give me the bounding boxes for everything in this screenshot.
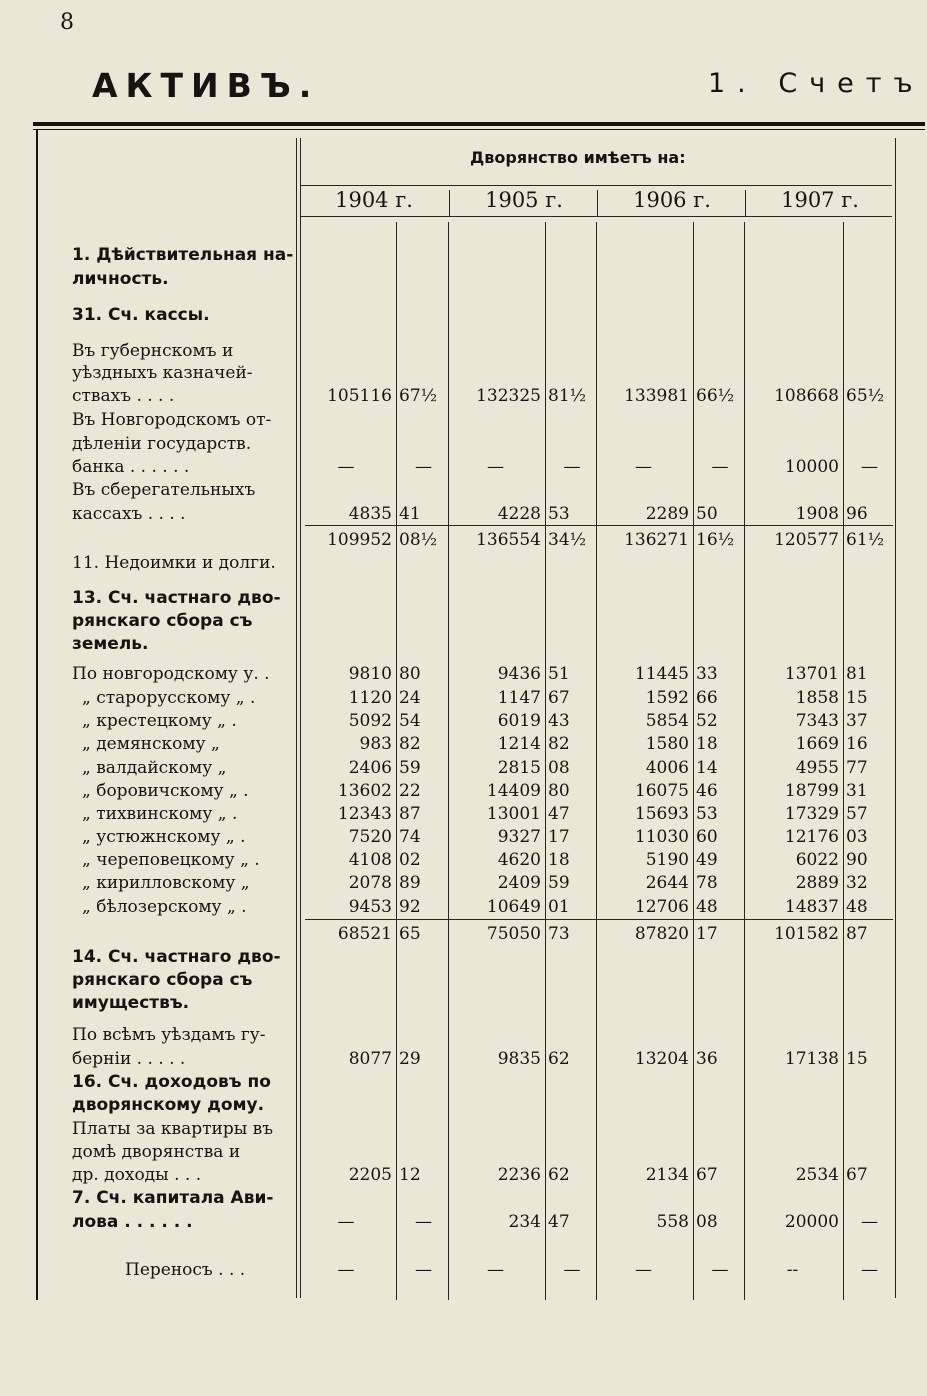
rubles-value: 9810: [348, 664, 392, 684]
kopecks-value: 77: [846, 758, 868, 778]
kopecks-value: 37: [846, 711, 868, 731]
kopecks-value: 12: [399, 1165, 421, 1185]
kopecks-value: 54: [399, 711, 421, 731]
rubles-value: 13204: [634, 1049, 689, 1069]
rubles-value: 5854: [645, 711, 689, 731]
rubles-value: 9436: [497, 664, 541, 684]
rubles-value: 68521: [337, 924, 392, 944]
row-heading: земель.: [72, 634, 149, 654]
kopecks-value: 87: [846, 924, 868, 944]
kopecks-value: 24: [399, 688, 421, 708]
kopecks-value: 53: [548, 504, 570, 524]
dash-mark: --: [786, 1260, 799, 1280]
kopecks-value: 34½: [548, 530, 587, 550]
subtotal-rule: [305, 525, 893, 526]
row-label: „ демянскому „: [82, 734, 220, 754]
rubles-value: 12706: [634, 897, 689, 917]
rubles-value: 4620: [497, 850, 541, 870]
kopecks-value: 62: [548, 1049, 570, 1069]
kopecks-value: 53: [696, 804, 718, 824]
row-heading: Въ губернскомъ и: [72, 341, 234, 361]
rubles-value: 234: [508, 1212, 541, 1232]
rubles-value: 1908: [795, 504, 839, 524]
dash-mark: —: [487, 1260, 504, 1280]
account-header: 1. Счетъ: [708, 68, 925, 99]
kopecks-value: 62: [548, 1165, 570, 1185]
rubles-value: 13001: [486, 804, 541, 824]
rubles-value: 11030: [634, 827, 689, 847]
row-heading: 7. Сч. капитала Ави-: [72, 1188, 274, 1208]
kopecks-value: 81½: [548, 386, 587, 406]
row-label: „ валдайскому „: [82, 758, 227, 778]
row-heading: 13. Сч. частнаго дво-: [72, 588, 281, 608]
page-title: АКТИВЪ.: [92, 66, 320, 105]
rubles-value: 2889: [795, 873, 839, 893]
rubles-value: 12176: [784, 827, 839, 847]
dash-mark: —: [563, 1260, 581, 1280]
kopecks-value: 08: [696, 1212, 718, 1232]
rubles-value: 132325: [476, 386, 541, 406]
row-label: „ старорусскому „ .: [82, 688, 256, 708]
kopecks-value: 49: [696, 850, 718, 870]
dash-mark: —: [635, 457, 652, 477]
kopecks-value: 46: [696, 781, 718, 801]
rubles-value: 1580: [645, 734, 689, 754]
dash-mark: —: [711, 1260, 729, 1280]
kopecks-value: 15: [846, 688, 868, 708]
rubles-value: 101582: [774, 924, 839, 944]
rubles-value: 136554: [476, 530, 541, 550]
rubles-value: 4108: [348, 850, 392, 870]
row-label: др. доходы . . .: [72, 1165, 202, 1185]
kopecks-value: 89: [399, 873, 421, 893]
kopecks-value: 74: [399, 827, 421, 847]
rubles-value: 16075: [634, 781, 689, 801]
kopecks-value: 32: [846, 873, 868, 893]
rubles-value: 2815: [497, 758, 541, 778]
kopecks-value: 57: [846, 804, 868, 824]
rubles-value: 13701: [784, 664, 839, 684]
year-separator: [745, 190, 746, 216]
rubles-value: 11445: [634, 664, 689, 684]
kopecks-value: 16½: [696, 530, 735, 550]
kopecks-value: 67: [696, 1165, 718, 1185]
rubles-value: 136271: [624, 530, 689, 550]
rubles-value: 14837: [784, 897, 839, 917]
rubles-kopecks-divider: [396, 222, 397, 1300]
row-label: „ тихвинскому „ .: [82, 804, 238, 824]
dash-mark: —: [337, 457, 355, 477]
kopecks-value: 66: [696, 688, 718, 708]
row-label: банка . . . . . .: [72, 457, 190, 477]
right-frame-line: [895, 138, 896, 1298]
kopecks-value: 43: [548, 711, 570, 731]
dash-mark: —: [861, 1260, 878, 1280]
kopecks-value: 66½: [696, 386, 735, 406]
rubles-kopecks-divider: [693, 222, 694, 1300]
kopecks-value: 65: [399, 924, 421, 944]
kopecks-value: 02: [399, 850, 421, 870]
kopecks-value: 87: [399, 804, 421, 824]
rubles-value: 105116: [327, 386, 392, 406]
kopecks-value: 17: [696, 924, 718, 944]
year-header: 1904 г.: [335, 188, 413, 212]
kopecks-value: 90: [846, 850, 868, 870]
rubles-value: 1120: [348, 688, 392, 708]
rubles-value: 12343: [337, 804, 392, 824]
dash-mark: —: [487, 457, 504, 477]
rubles-value: 6019: [497, 711, 541, 731]
kopecks-value: 82: [548, 734, 570, 754]
kopecks-value: 60: [696, 827, 718, 847]
rubles-value: 9327: [497, 827, 541, 847]
rubles-value: 558: [656, 1212, 689, 1232]
rubles-value: 5092: [348, 711, 392, 731]
kopecks-value: 61½: [846, 530, 885, 550]
row-label: Переносъ . . .: [125, 1260, 246, 1280]
dash-mark: —: [337, 1260, 355, 1280]
row-label: По новгородскому у. .: [72, 664, 270, 684]
rubles-value: 2644: [645, 873, 689, 893]
row-heading: домѣ дворянства и: [72, 1142, 241, 1162]
row-label: берніи . . . . .: [72, 1049, 186, 1069]
rubles-value: 4955: [795, 758, 839, 778]
kopecks-value: 17: [548, 827, 570, 847]
row-heading: рянскаго сбора съ: [72, 970, 253, 990]
kopecks-value: 80: [399, 664, 421, 684]
rubles-kopecks-divider: [843, 222, 844, 1300]
rubles-value: 2205: [348, 1165, 392, 1185]
rubles-value: 15693: [634, 804, 689, 824]
rubles-value: 109952: [327, 530, 392, 550]
dash-mark: —: [415, 457, 432, 477]
row-label: „ устюжнскому „ .: [82, 827, 246, 847]
rubles-value: 10000: [784, 457, 839, 477]
rubles-value: 108668: [774, 386, 839, 406]
row-heading: Въ сберегательныхъ: [72, 480, 256, 500]
row-label: „ кирилловскому „: [82, 873, 250, 893]
rubles-value: 4006: [645, 758, 689, 778]
kopecks-value: 96: [846, 504, 868, 524]
kopecks-value: 48: [846, 897, 868, 917]
kopecks-value: 67½: [399, 386, 438, 406]
row-label: кассахъ . . . .: [72, 504, 186, 524]
row-label: лова . . . . . .: [72, 1212, 193, 1232]
kopecks-value: 16: [846, 734, 868, 754]
kopecks-value: 65½: [846, 386, 885, 406]
kopecks-value: 50: [696, 504, 718, 524]
dash-mark: —: [635, 1260, 652, 1280]
kopecks-value: 08: [548, 758, 570, 778]
rubles-value: 7520: [348, 827, 392, 847]
row-label: „ боровичскому „ .: [82, 781, 249, 801]
row-heading: рянскаго сбора съ: [72, 611, 253, 631]
kopecks-value: 18: [696, 734, 718, 754]
rubles-value: 983: [359, 734, 392, 754]
rubles-value: 9453: [348, 897, 392, 917]
kopecks-value: 33: [696, 664, 718, 684]
rubles-value: 9835: [497, 1049, 541, 1069]
top-rule: [33, 122, 925, 126]
rubles-value: 1147: [497, 688, 541, 708]
kopecks-value: 67: [846, 1165, 868, 1185]
dash-mark: —: [711, 457, 729, 477]
year-column-divider: [448, 222, 449, 1300]
rubles-value: 2534: [795, 1165, 839, 1185]
row-heading: 14. Сч. частнаго дво-: [72, 947, 281, 967]
kopecks-value: 03: [846, 827, 868, 847]
kopecks-value: 15: [846, 1049, 868, 1069]
rubles-kopecks-divider: [545, 222, 546, 1300]
page-number: 8: [60, 10, 74, 35]
row-label: „ бѣлозерскому „ .: [82, 897, 247, 917]
rubles-value: 1214: [497, 734, 541, 754]
kopecks-value: 78: [696, 873, 718, 893]
kopecks-value: 01: [548, 897, 570, 917]
year-rule: [300, 216, 892, 217]
top-rule-thin: [33, 129, 925, 130]
rubles-value: 7343: [795, 711, 839, 731]
year-separator: [449, 190, 450, 216]
dash-mark: —: [415, 1212, 432, 1232]
dash-mark: —: [861, 1212, 878, 1232]
dash-mark: —: [337, 1212, 355, 1232]
kopecks-value: 47: [548, 1212, 570, 1232]
kopecks-value: 48: [696, 897, 718, 917]
row-heading: Платы за квартиры въ: [72, 1119, 274, 1139]
rubles-value: 1592: [645, 688, 689, 708]
row-heading: По всѣмъ уѣздамъ гу-: [72, 1025, 266, 1045]
dash-mark: —: [861, 457, 878, 477]
rubles-value: 2078: [348, 873, 392, 893]
kopecks-value: 47: [548, 804, 570, 824]
rubles-value: 2236: [497, 1165, 541, 1185]
rubles-value: 4835: [348, 504, 392, 524]
kopecks-value: 18: [548, 850, 570, 870]
rubles-value: 17329: [784, 804, 839, 824]
subtotal-rule: [305, 919, 893, 920]
kopecks-value: 22: [399, 781, 421, 801]
row-heading: 16. Сч. доходовъ по: [72, 1072, 271, 1092]
kopecks-value: 08½: [399, 530, 438, 550]
kopecks-value: 81: [846, 664, 868, 684]
row-heading: дѣленіи государств.: [72, 434, 252, 454]
rubles-value: 120577: [774, 530, 839, 550]
rubles-value: 2409: [497, 873, 541, 893]
rubles-value: 18799: [784, 781, 839, 801]
row-heading: 1. Дѣйствительная на-: [72, 245, 294, 265]
row-heading: дворянскому дому.: [72, 1095, 265, 1115]
rubles-value: 6022: [795, 850, 839, 870]
kopecks-value: 41: [399, 504, 421, 524]
row-heading: имуществъ.: [72, 993, 190, 1013]
kopecks-value: 29: [399, 1049, 421, 1069]
year-separator: [597, 190, 598, 216]
year-header: 1907 г.: [781, 188, 859, 212]
kopecks-value: 82: [399, 734, 421, 754]
rubles-value: 14409: [486, 781, 541, 801]
row-heading: 11. Недоимки и долги.: [72, 553, 276, 573]
table-header: Дворянство имѣетъ на:: [470, 148, 686, 167]
kopecks-value: 67: [548, 688, 570, 708]
rubles-value: 2406: [348, 758, 392, 778]
kopecks-value: 92: [399, 897, 421, 917]
year-header: 1905 г.: [485, 188, 563, 212]
kopecks-value: 73: [548, 924, 570, 944]
row-label: „ череповецкому „ .: [82, 850, 260, 870]
row-label: „ крестецкому „ .: [82, 711, 237, 731]
dash-mark: —: [563, 457, 581, 477]
rubles-value: 20000: [784, 1212, 839, 1232]
rubles-value: 2134: [645, 1165, 689, 1185]
left-frame-line: [36, 130, 38, 1300]
rubles-value: 17138: [784, 1049, 839, 1069]
rubles-value: 4228: [497, 504, 541, 524]
kopecks-value: 59: [399, 758, 421, 778]
kopecks-value: 59: [548, 873, 570, 893]
header-rule: [300, 185, 892, 186]
rubles-value: 1669: [795, 734, 839, 754]
rubles-value: 8077: [348, 1049, 392, 1069]
rubles-value: 87820: [634, 924, 689, 944]
kopecks-value: 36: [696, 1049, 718, 1069]
year-column-divider: [744, 222, 745, 1300]
row-heading: личность.: [72, 269, 169, 289]
row-label: ствахъ . . . .: [72, 386, 175, 406]
kopecks-value: 80: [548, 781, 570, 801]
row-heading: 31. Сч. кассы.: [72, 305, 210, 325]
kopecks-value: 52: [696, 711, 718, 731]
row-heading: уѣздныхъ казначей-: [72, 363, 253, 383]
year-column-divider: [596, 222, 597, 1300]
rubles-value: 13602: [337, 781, 392, 801]
kopecks-value: 51: [548, 664, 570, 684]
row-heading: Въ Новгородскомъ от-: [72, 410, 272, 430]
rubles-value: 5190: [645, 850, 689, 870]
year-header: 1906 г.: [633, 188, 711, 212]
rubles-value: 2289: [645, 504, 689, 524]
rubles-value: 1858: [795, 688, 839, 708]
dash-mark: —: [415, 1260, 432, 1280]
kopecks-value: 31: [846, 781, 868, 801]
rubles-value: 10649: [486, 897, 541, 917]
rubles-value: 133981: [624, 386, 689, 406]
rubles-value: 75050: [486, 924, 541, 944]
kopecks-value: 14: [696, 758, 718, 778]
